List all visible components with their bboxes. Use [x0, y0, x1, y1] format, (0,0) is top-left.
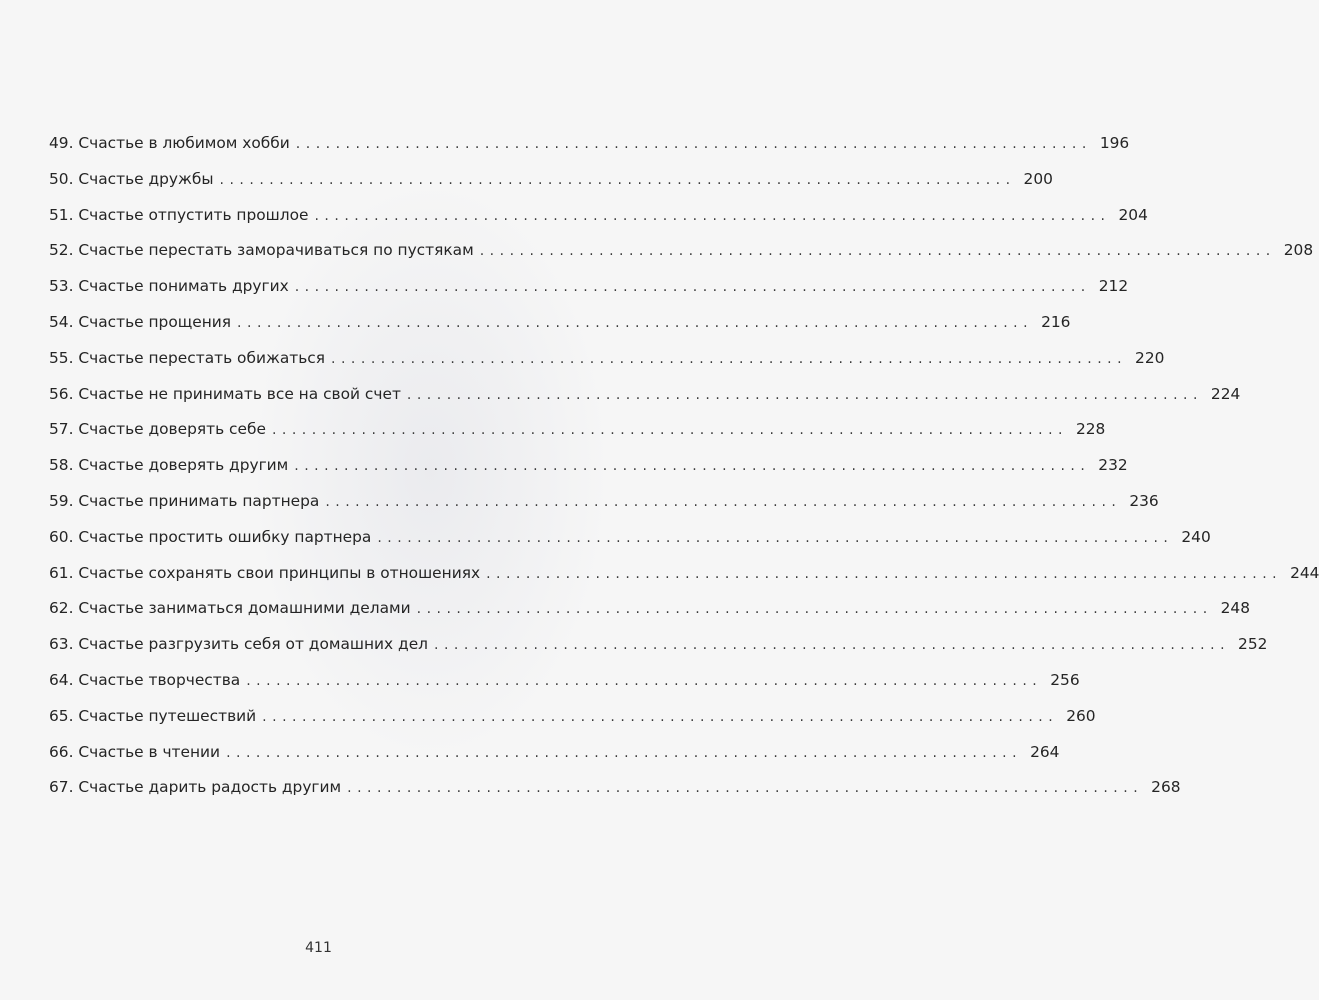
toc-entry — [49, 126, 1130, 162]
toc-entry — [49, 591, 1251, 627]
toc-entry-title: 59. Счастье принимать партнера — [49, 491, 320, 510]
toc-entry-page: 248 — [1220, 599, 1251, 618]
toc-dot-leader: ................................................................................ — [219, 171, 1016, 188]
toc-entry-title: 52. Счастье перестать заморачиваться по пустякам — [49, 241, 474, 260]
toc-entry-title: 63. Счастье разгрузить себя от домашних дел — [49, 635, 429, 654]
toc-entry-title: 50. Счастье дружбы — [49, 169, 214, 188]
toc-entry-title: 58. Счастье доверять другим — [49, 456, 289, 475]
toc-entry-title: 53. Счастье понимать других — [49, 277, 289, 296]
toc-entry — [49, 735, 1060, 771]
toc-entry-title: 65. Счастье путешествий — [49, 706, 257, 725]
toc-entry-page: 240 — [1181, 527, 1211, 546]
toc-entry-page: 260 — [1066, 706, 1096, 725]
toc-dot-leader: ................................................................................ — [294, 279, 1091, 296]
toc-entry-page: 264 — [1030, 742, 1060, 761]
toc-entry — [49, 269, 1129, 305]
toc-dot-leader: ................................................................................ — [226, 744, 1023, 761]
toc-entry-page: 256 — [1050, 670, 1080, 689]
toc-dot-leader: ................................................................................ — [325, 493, 1122, 510]
toc-entry-page: 252 — [1238, 635, 1268, 654]
toc-dot-leader: ................................................................................ — [314, 207, 1111, 224]
toc-entry-title: 67. Счастье дарить радость другим — [49, 778, 342, 797]
toc-dot-leader: ................................................................................ — [377, 529, 1174, 546]
toc-entry — [49, 448, 1128, 484]
toc-entry-title: 62. Счастье заниматься домашними делами — [49, 599, 411, 618]
toc-entry — [49, 520, 1211, 556]
toc-entry — [49, 412, 1106, 448]
toc-dot-leader: ................................................................................ — [262, 708, 1059, 725]
toc-entry — [49, 663, 1080, 699]
toc-entry-page: 216 — [1041, 312, 1071, 331]
toc-entry-page: 200 — [1023, 169, 1053, 188]
toc-dot-leader: ................................................................................ — [434, 637, 1231, 654]
toc-dot-leader: ................................................................................ — [294, 458, 1091, 475]
toc-entry — [49, 556, 1319, 592]
toc-entry-page: 268 — [1151, 778, 1181, 797]
toc-entry — [49, 377, 1241, 413]
toc-entry-title: 49. Счастье в любимом хобби — [49, 134, 290, 152]
toc-entry-title: 66. Счастье в чтении — [49, 742, 221, 761]
toc-entry-page: 228 — [1075, 420, 1106, 439]
page-number: 411 — [305, 940, 332, 956]
toc-entry — [49, 341, 1165, 377]
toc-entry-title: 54. Счастье прощения — [49, 312, 232, 331]
toc-dot-leader: ................................................................................ — [416, 601, 1213, 618]
toc-entry — [49, 233, 1314, 269]
toc-entry-title: 57. Счастье доверять себе — [49, 420, 266, 439]
toc-entry-title: 56. Счастье не принимать все на свой счет — [49, 384, 401, 403]
toc-dot-leader: ................................................................................ — [479, 243, 1276, 260]
toc-entry-page: 212 — [1098, 277, 1129, 296]
toc-entry-title: 51. Счастье отпустить прошлое — [49, 205, 309, 224]
toc-entry-page: 232 — [1098, 456, 1128, 475]
toc-dot-leader: ................................................................................ — [271, 422, 1068, 439]
toc-dot-leader: ................................................................................ — [331, 350, 1128, 367]
toc-entry-page: 208 — [1283, 241, 1314, 260]
toc-dot-leader: ................................................................................ — [406, 386, 1203, 403]
toc-entry-title: 60. Счастье простить ошибку партнера — [49, 527, 372, 546]
toc-entry — [49, 627, 1268, 663]
toc-dot-leader: ................................................................................ — [246, 672, 1043, 689]
toc-entry — [49, 699, 1096, 735]
toc-entry — [49, 198, 1148, 234]
toc-entry — [49, 305, 1071, 341]
toc-entry — [49, 162, 1053, 198]
toc-dot-leader: ................................................................................ — [347, 780, 1144, 797]
toc-entry-page: 204 — [1118, 205, 1148, 224]
toc-dot-leader: ................................................................................ — [295, 136, 1092, 152]
table-of-contents — [49, 126, 1319, 806]
toc-dot-leader: ................................................................................ — [486, 565, 1283, 582]
toc-entry-title: 64. Счастье творчества — [49, 670, 241, 689]
toc-entry-title: 55. Счастье перестать обижаться — [49, 348, 326, 367]
toc-dot-leader: ................................................................................ — [237, 314, 1034, 331]
toc-entry-page: 220 — [1135, 348, 1165, 367]
toc-entry-title: 61. Счастье сохранять свои принципы в отношениях — [49, 563, 481, 582]
toc-entry-page: 236 — [1129, 491, 1159, 510]
toc-entry — [49, 770, 1181, 806]
toc-entry — [49, 484, 1159, 520]
toc-entry-page: 196 — [1099, 134, 1130, 152]
toc-entry-page: 244 — [1290, 563, 1319, 582]
toc-entry-page: 224 — [1210, 384, 1241, 403]
